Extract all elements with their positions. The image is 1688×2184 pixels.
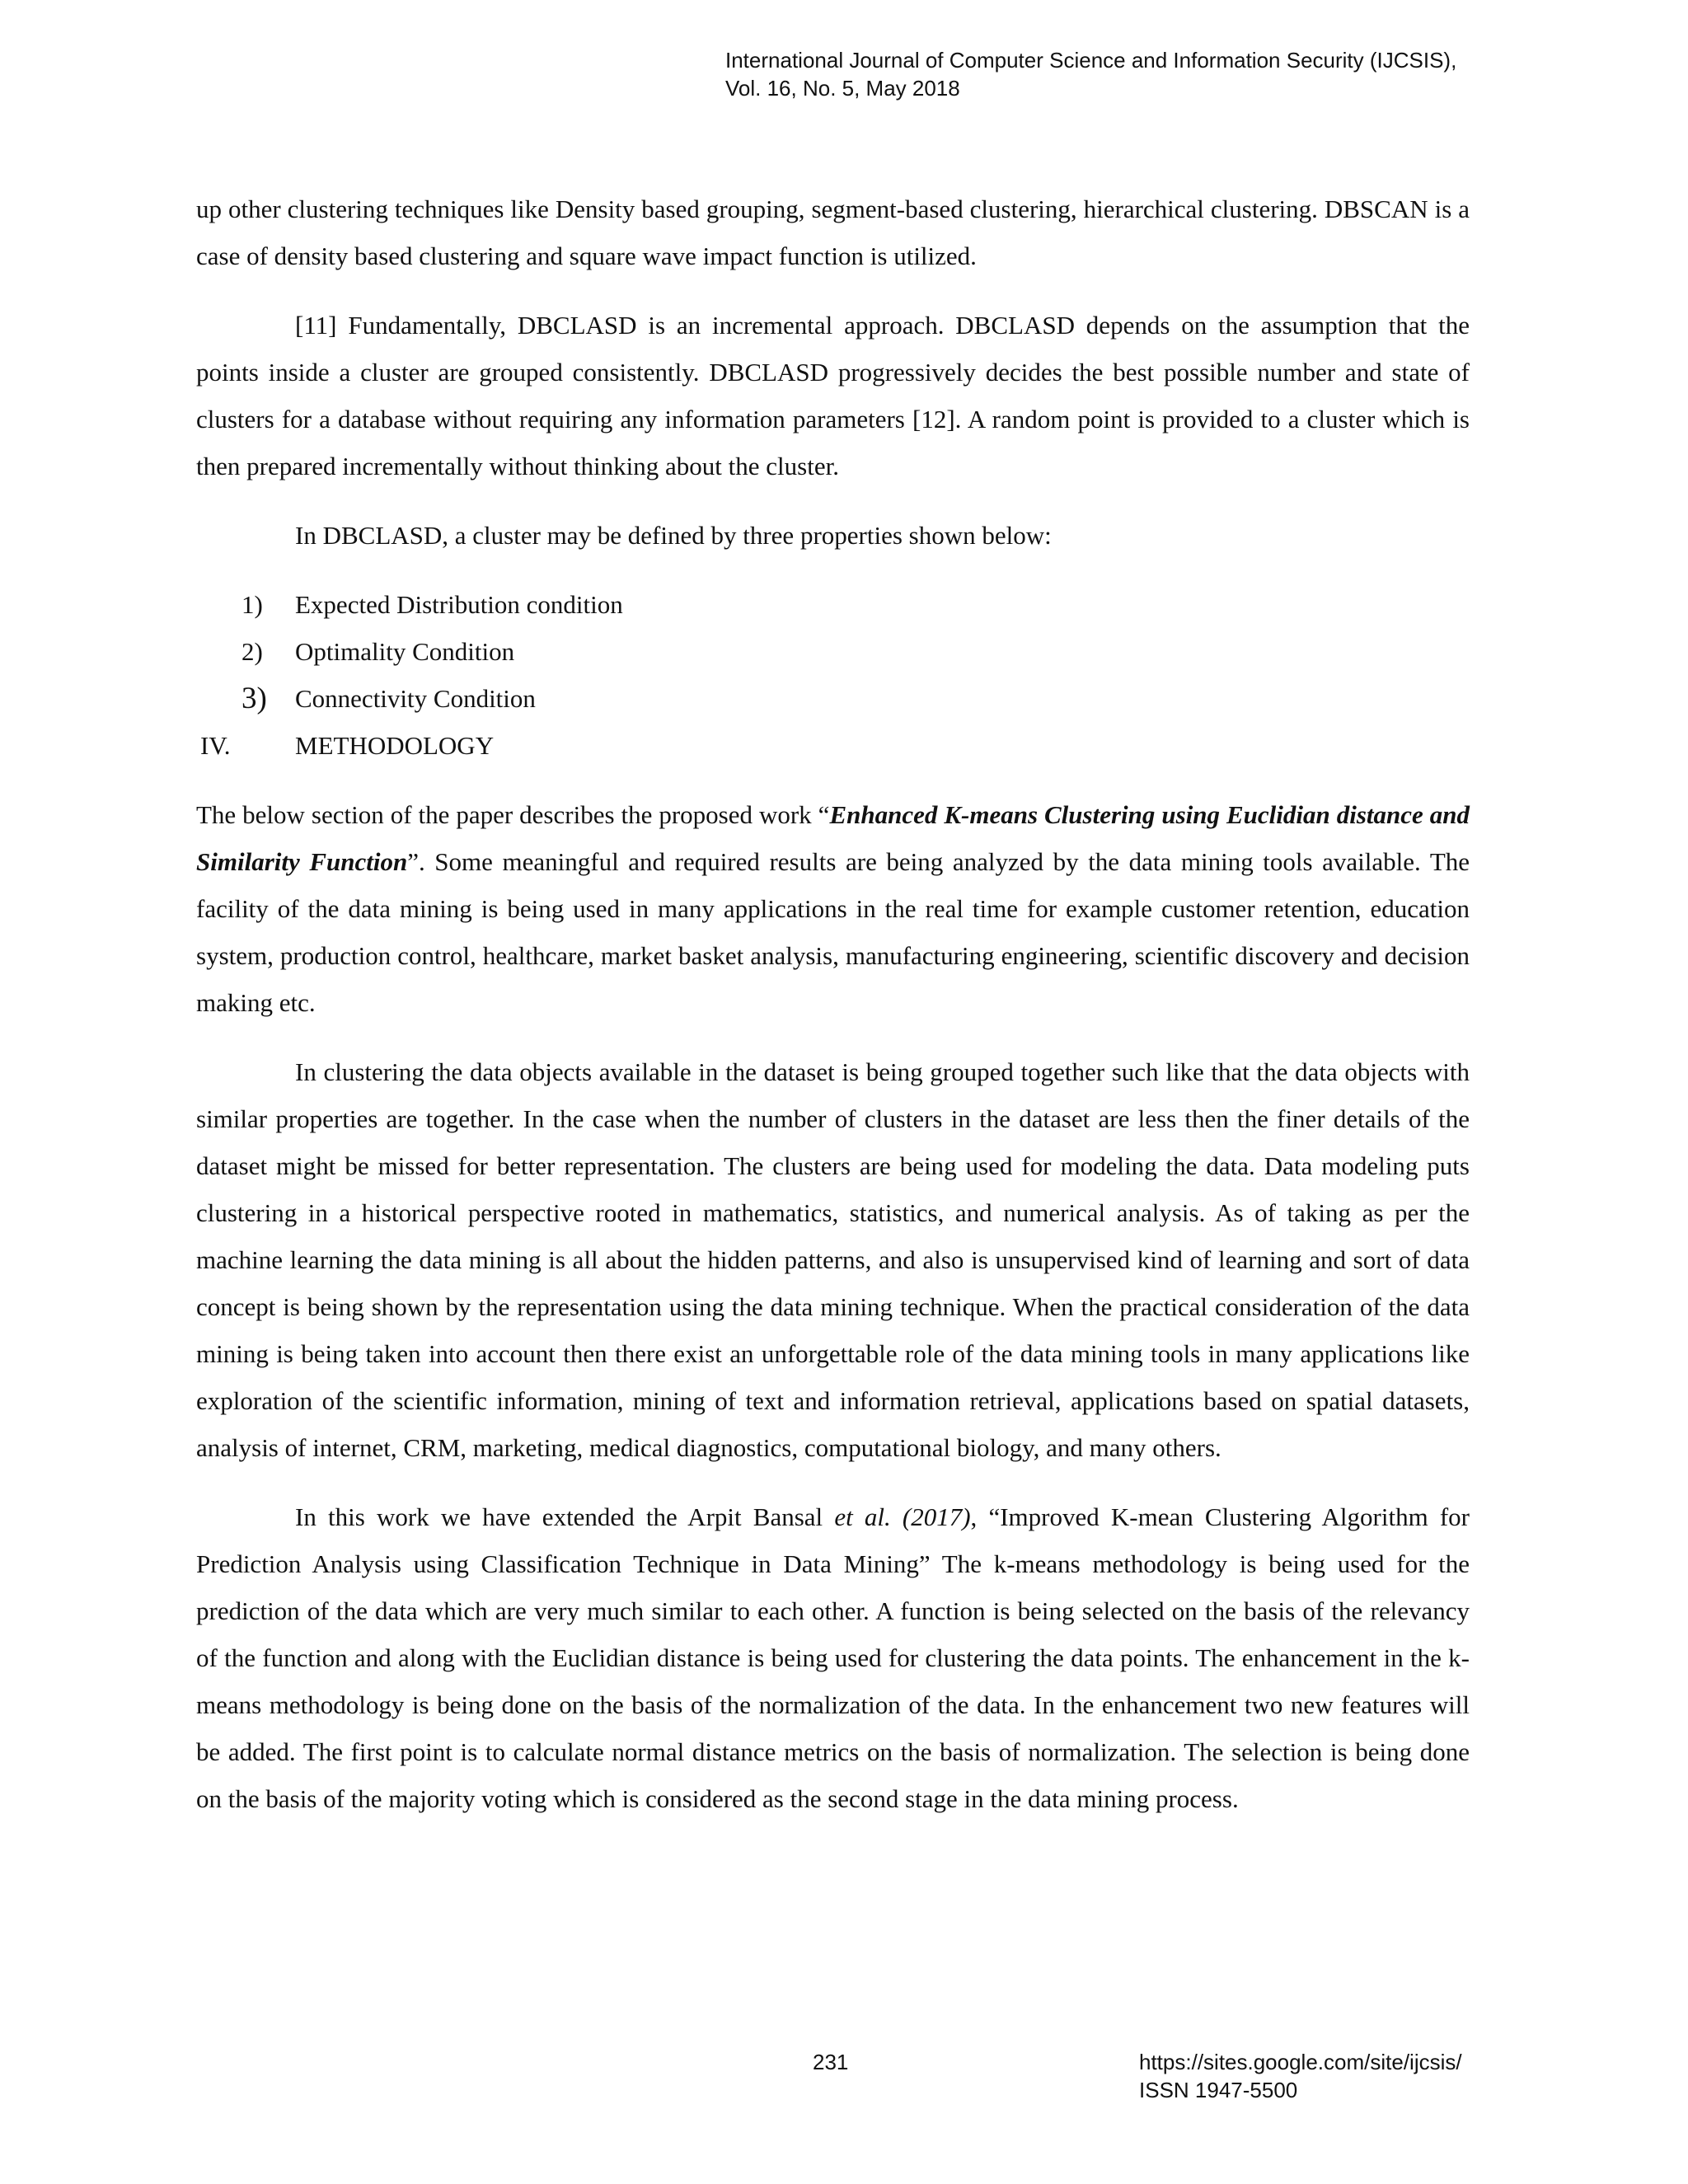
list-item	[196, 675, 1470, 722]
paragraph-4-lead: The below section of the paper describes the proposed work “	[196, 800, 830, 829]
citation-etal: et al. (2017)	[834, 1502, 971, 1531]
paragraph-6-lead: In this work we have extended the Arpit Bansal	[295, 1502, 835, 1531]
paragraph-2: [11] Fundamentally, DBCLASD is an incremental approach. DBCLASD depends on the assumption that the points inside a cluster are grouped consistently. DBCLASD progressively decides the best possible number and state of clusters for a database without requiring any information parameters [12]. A random point is provided to a cluster which is then prepared incrementally without thinking about the cluster.	[196, 311, 1470, 480]
list-item	[196, 628, 1470, 675]
paragraph-1: up other clustering techniques like Density based grouping, segment-based clustering, hierarchical clustering. DBSCAN is a case of density based clustering and square wave impact function is utilized.	[196, 194, 1470, 270]
body-text	[196, 185, 1470, 1822]
journal-url: https://sites.google.com/site/ijcsis/	[1139, 2050, 1462, 2074]
list-item	[196, 581, 1470, 628]
list-number: 1)	[241, 590, 263, 619]
section-title: METHODOLOGY	[295, 731, 495, 760]
list-text: Optimality Condition	[295, 637, 515, 666]
paragraph-5: In clustering the data objects available in the dataset is being grouped together such like that the data objects with similar properties are together. In the case when the number of clusters in the dataset are less then the finer details of the dataset might be missed for better representation. The clusters are being used for modeling the data. Data modeling puts clustering in a historical perspective rooted in mathematics, statistics, and numerical analysis. As of taking as per the machine learning the data mining is all about the hidden patterns, and also is unsupervised kind of learning and sort of data concept is being shown by the representation using the data mining technique. When the practical consideration of the data mining is being taken into account then there exist an unforgettable role of the data mining tools in many applications like exploration of the scientific information, mining of text and information retrieval, applications based on spatial datasets, analysis of internet, CRM, marketing, medical diagnostics, computational biology, and many others.	[196, 1057, 1470, 1462]
condition-list	[196, 581, 1470, 722]
journal-volume-line: Vol. 16, No. 5, May 2018	[725, 76, 960, 101]
paragraph-6-rest: , “Improved K-mean Clustering Algorithm for Prediction Analysis using Classification Technique in Data Mining” The k-means methodology is being used for the prediction of the data which are very much similar to each other. A function is being selected on the basis of the relevancy of the function and along with the Euclidian distance is being used for clustering the data points. The enhancement in the k-means methodology is being done on the basis of the normalization of the data. In the enhancement two new features will be added. The first point is to calculate normal distance metrics on the basis of normalization. The selection is being done on the basis of the majority voting which is considered as the second stage in the data mining process.	[196, 1502, 1470, 1813]
paragraph-3: In DBCLASD, a cluster may be defined by three properties shown below:	[295, 521, 1052, 550]
list-text: Expected Distribution condition	[295, 590, 623, 619]
paragraph-4	[196, 791, 1470, 1026]
running-header	[725, 46, 1456, 102]
section-heading	[196, 722, 1470, 769]
paragraph-6	[196, 1493, 1470, 1822]
proposed-work-title: Enhanced K-means Clustering using Euclidian distance and Similarity Function	[196, 800, 1470, 876]
page-number: 231	[813, 2050, 849, 2074]
section-number: IV.	[200, 731, 231, 760]
journal-title-line: International Journal of Computer Science and Information Security (IJCSIS),	[725, 48, 1457, 73]
paragraph-4-rest: ”. Some meaningful and required results are being analyzed by the data mining tools available. The facility of the data mining is being used in many applications in the real time for example customer retention, education system, production control, healthcare, market basket analysis, manufacturing engineering, scientific discovery and decision making etc.	[196, 847, 1470, 1017]
list-number: 2)	[241, 637, 263, 666]
list-text: Connectivity Condition	[295, 684, 536, 713]
footer-info	[1139, 2048, 1462, 2104]
journal-issn: ISSN 1947-5500	[1139, 2078, 1298, 2102]
list-number: 3)	[241, 682, 267, 715]
